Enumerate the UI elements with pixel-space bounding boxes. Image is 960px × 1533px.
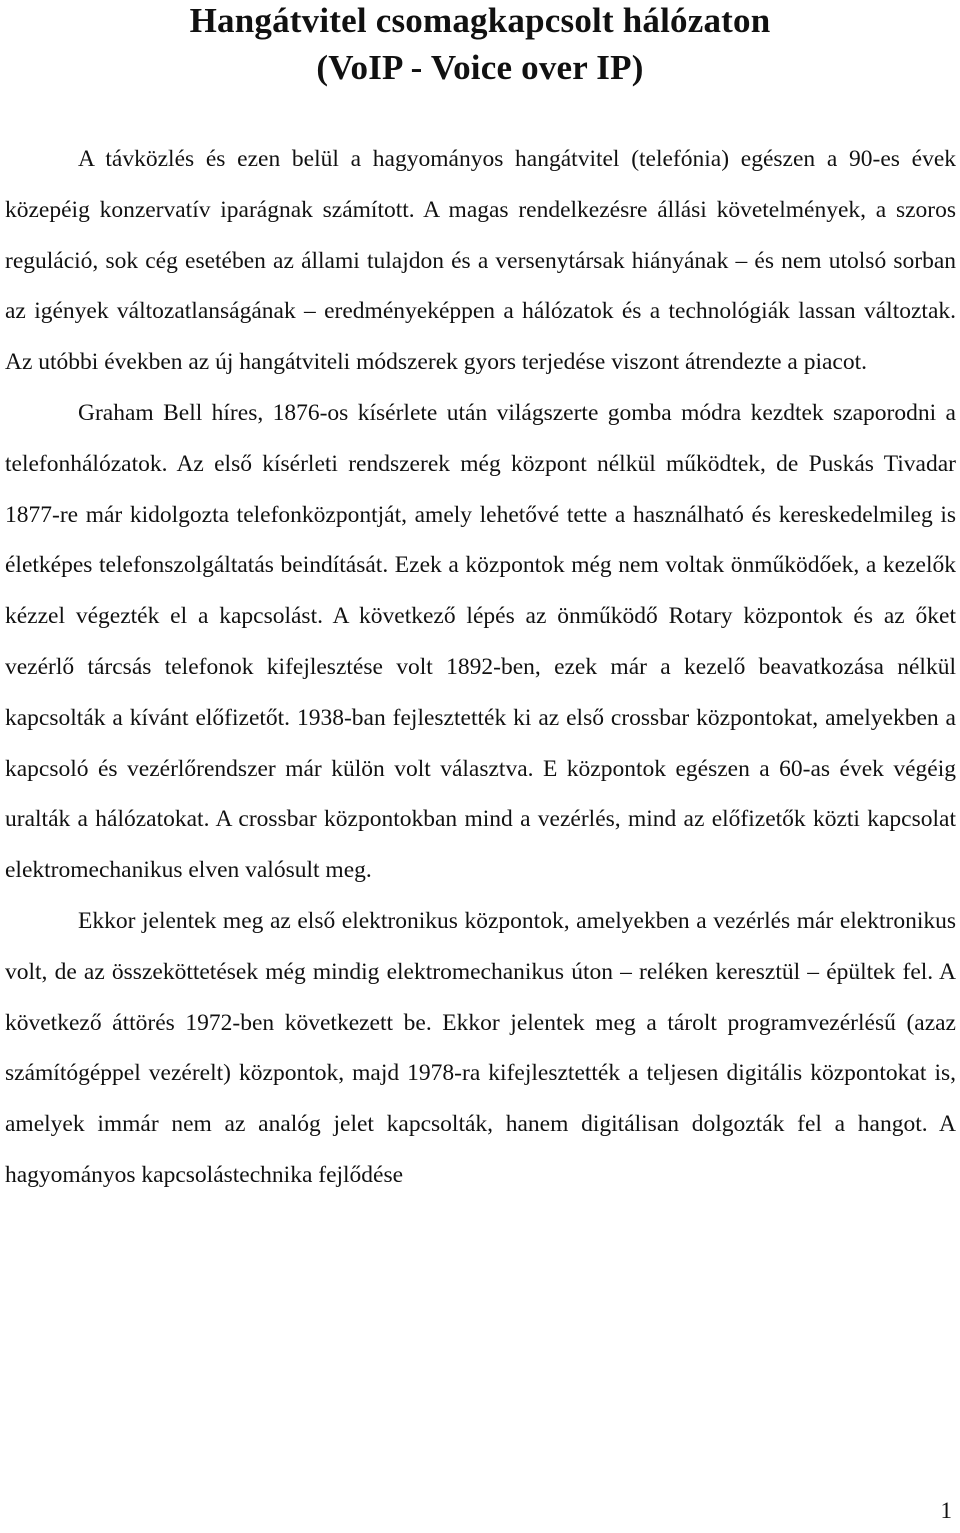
body-text xyxy=(5,134,956,1201)
page-title: Hangátvitel csomagkapcsolt hálózaton xyxy=(189,1,771,40)
paragraph: Graham Bell híres, 1876-os kísérlete után világszerte gomba módra kezdtek szaporodni a telefonhálózatok. Az első kísérleti rendszerek még központ nélkül működtek, de Puskás Tivadar 1877-re már kidolgozta telefonközpontját, amely lehetővé tette a használható és kereskedelmileg is életképes telefonszolgáltatás beindítását. Ezek a központok még nem voltak önműködőek, a kezelők kézzel végezték el a kapcsolást. A következő lépés az önműködő Rotary központok és az őket vezérlő tárcsás telefonok kifejlesztése volt 1892-ben, ezek már a kezelő beavatkozása nélkül kapcsolták a kívánt előfizetőt. 1938-ban fejlesztették ki az első crossbar központokat, amelyekben a kapcsoló és vezérlőrendszer már külön volt választva. E központok egészen a 60-as évek végéig uralták a hálózatokat. A crossbar központokban mind a vezérlés, mind az előfizetők közti kapcsolat elektromechanikus elven valósult meg. xyxy=(5,399,956,884)
paragraph: Ekkor jelentek meg az első elektronikus központok, amelyekben a vezérlés már elektronikus volt, de az összeköttetések még mindig elektromechanikus úton – reléken keresztül – épültek fel. A következő áttörés 1972-ben következett be. Ekkor jelentek meg a tárolt programvezérlésű (azaz számítógéppel vezérelt) központok, majd 1978-ra kifejlesztették a teljesen digitális központokat is, amelyek immár nem az analóg jelet kapcsolták, hanem digitálisan dolgozták fel a hangot. A hagyományos kapcsolástechnika fejlődése xyxy=(5,907,956,1188)
paragraph: A távközlés és ezen belül a hagyományos hangátvitel (telefónia) egészen a 90-es évek közepéig konzervatív iparágnak számított. A magas rendelkezésre állási követelmények, a szoros reguláció, sok cég esetében az állami tulajdon és a versenytársak hiányának – és nem utolsó sorban az igények változatlanságának – eredményeképpen a hálózatok és a technológiák lassan változtak. Az utóbbi években az új hangátviteli módszerek gyors terjedése viszont átrendezte a piacot. xyxy=(5,146,956,376)
page-subtitle: (VoIP - Voice over IP) xyxy=(316,48,644,87)
page-number: 1 xyxy=(940,1498,952,1523)
